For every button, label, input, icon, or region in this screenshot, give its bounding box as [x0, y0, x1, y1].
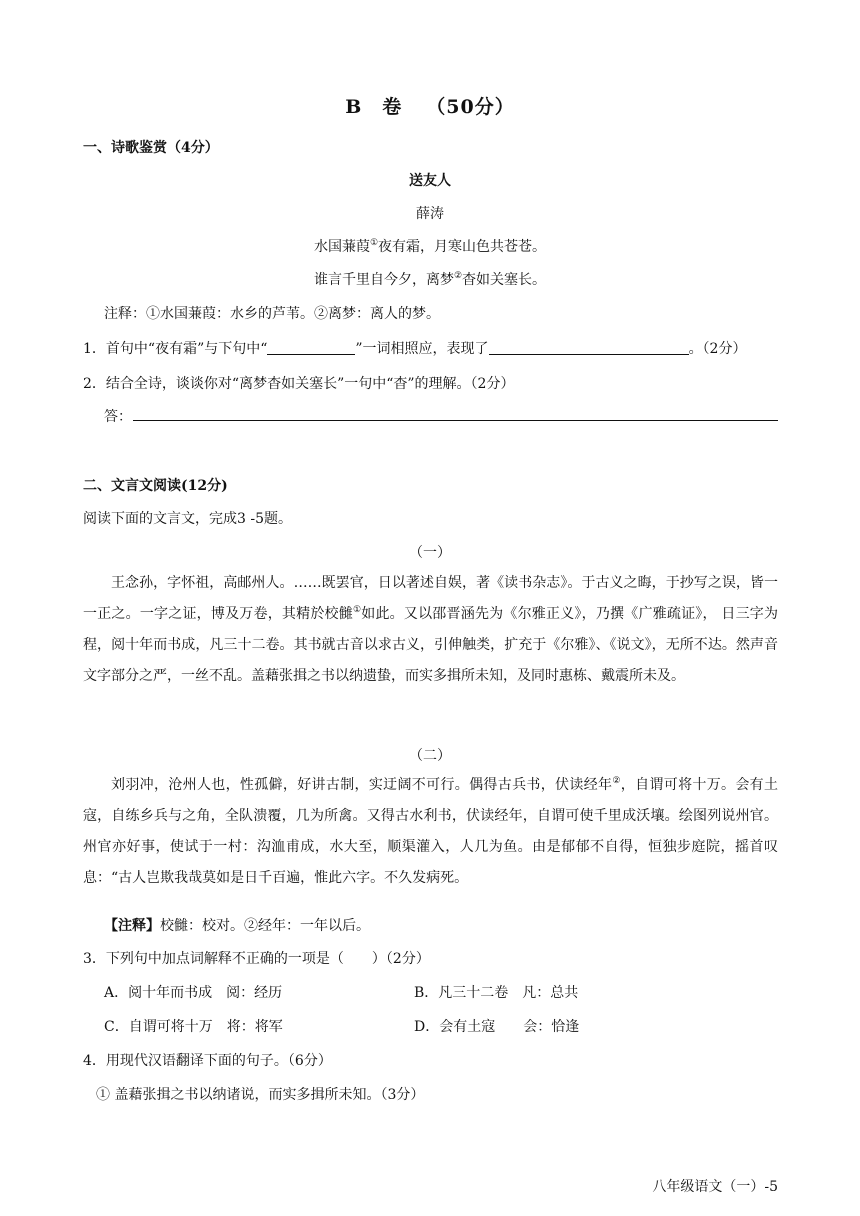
- paper-title-juan: B 卷: [345, 96, 403, 118]
- passage-2-b: ，自谓可将十万。会有土寇，自练乡兵与之角，全队溃覆，几为所禽。又得古水利书，伏读经年，自谓可使千里成沃壤。绘图列说州官。州官亦好事，使试于一村：沟洫甫成，水大至，顺渠灌入，人几为鱼。由是郁郁不自得，恒独步庭院，摇首叹息：“古人岂欺我哉莫如是日千百遍，惟此六字。不久发病死。: [83, 777, 779, 886]
- passage-1-a: 王念孙，字怀祖，高邮州人。……既罢官，日以著述自娱，著《读书杂志》。于古义之晦，于抄写之误，皆一一正之。一字之证，博及万卷，其精於校雠: [83, 575, 778, 622]
- poem-line-2-a: 谁言千里自今夕，离梦: [313, 272, 454, 288]
- question-1-blank-2[interactable]: [489, 340, 689, 355]
- poem-note: 注释：①水国蒹葭：水乡的芦苇。②离梦：离人的梦。: [104, 306, 440, 322]
- poem-line-2-b: 杳如关塞长。: [462, 272, 547, 288]
- footnote-marker-1: ①: [369, 238, 379, 248]
- answer-label: 答：: [104, 409, 132, 425]
- poem-author: 薛涛: [416, 206, 444, 222]
- question-3: 3．下列句中加点词解释不正确的一项是（ ）（2分）: [83, 951, 430, 967]
- paper-title: [0, 92, 860, 119]
- question-2: 2．结合全诗，谈谈你对“离梦杳如关塞长”一句中“杳”的理解。（2分）: [83, 376, 515, 392]
- poem-line-2: [0, 269, 860, 289]
- option-c[interactable]: C．自谓可将十万 将：将军: [104, 1019, 283, 1035]
- option-b[interactable]: B．凡三十二卷 凡：总共: [414, 985, 579, 1001]
- passage-note-tag: 【注释】: [104, 918, 160, 934]
- passage-1-label: （一）: [409, 545, 451, 561]
- passage-2-label: （二）: [409, 748, 451, 764]
- page-footer: 八年级语文（一）-5: [652, 1179, 778, 1195]
- section2-intro: 阅读下面的文言文，完成3 -5题。: [83, 511, 292, 527]
- section1-heading: 一、诗歌鉴赏（4分）: [83, 140, 219, 156]
- question-4: 4．用现代汉语翻译下面的句子。（6分）: [83, 1053, 332, 1069]
- option-a[interactable]: A．阅十年而书成 阅：经历: [104, 985, 283, 1001]
- footnote-marker-2: ②: [453, 271, 463, 281]
- passage-note: [104, 915, 370, 935]
- passage-2-a: 刘羽冲，沧州人也，性孤僻，好讲古制，实迂阔不可行。偶得古兵书，伏读经年: [111, 777, 613, 793]
- question-4-item-1: ① 盖藉张揖之书以纳诸说，而实多揖所未知。（3分）: [96, 1087, 425, 1103]
- question-1-blank-1[interactable]: [267, 340, 355, 355]
- question-1-b: ”一词相照应，表现了: [355, 341, 489, 357]
- footnote-marker-p2: ②: [612, 776, 621, 786]
- poem-line-1: [0, 236, 860, 256]
- option-d[interactable]: D．会有土寇 会：恰逢: [414, 1019, 580, 1035]
- poem-line-1-b: 夜有霜，月寒山色共苍苍。: [378, 239, 547, 255]
- footnote-marker-p1: ①: [352, 605, 362, 615]
- paper-title-score: （50分）: [426, 96, 515, 118]
- poem-line-1-a: 水国蒹葭: [313, 239, 370, 255]
- section2-heading: 二、文言文阅读(12分): [83, 478, 228, 494]
- question-1-c: 。（2分）: [688, 341, 747, 357]
- question-1: [83, 338, 746, 358]
- passage-1-b: 如此。又以邵晋涵先为《尔雅正义》，乃撰《广雅疏证》， 日三字为程，阅十年而书成，凡三十二卷。其书就古音以求古义，引伸触类，扩充于《尔雅》、《说文》，无所不达。然声音文字部分之严，一丝不乱。盖藉张揖之书以纳遗蛰，而实多揖所未知，及同时惠栋、戴震所未及。: [83, 606, 778, 684]
- passage-1: [83, 568, 778, 692]
- poem-title: 送友人: [409, 173, 451, 189]
- passage-note-text: 校雠：校对。②经年：一年以后。: [160, 918, 370, 934]
- answer-line[interactable]: [133, 420, 778, 421]
- passage-2: [83, 770, 778, 894]
- question-1-a: 1．首句中“夜有霜”与下句中“: [83, 341, 268, 357]
